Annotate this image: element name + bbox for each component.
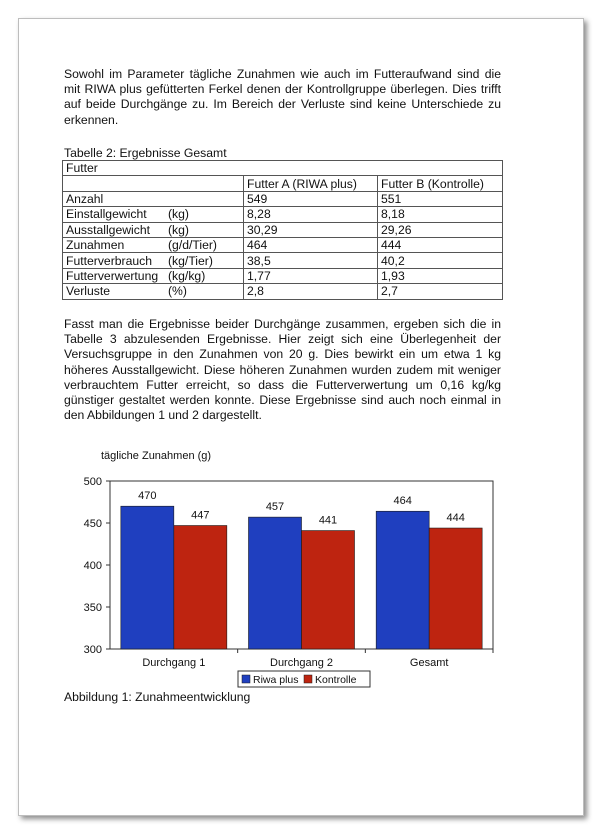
chart-title: tägliche Zunahmen (g)	[101, 450, 212, 462]
legend-swatch	[304, 675, 312, 683]
table-cell-parameter	[63, 268, 244, 283]
table-cell-parameter	[63, 207, 244, 222]
paragraph-summary: Fasst man die Ergebnisse beider Durchgänge zusammen, ergeben sich die in Tabelle 3 abzulesenden Ergebnisse. Hier zeigt sich eine Überlegenheit der Versuchsgruppe in den Zunahmen von 20 g. Dies bewirkt ein um etwa 1 kg höheres Ausstallgewicht. Diese höheren Zunahmen wurden zudem mit weniger verbrauchtem Futter erreicht, so dass die Futterverwertung um 0,16 kg/kg günstiger gestaltet werden konnte. Diese Ergebnisse sind auch noch einmal in den Abbildungen 1 und 2 dargestellt.	[64, 317, 501, 423]
parameter-label: Verluste	[66, 284, 111, 299]
legend-swatch	[242, 675, 250, 683]
table-header-col-a: Futter A (RIWA plus)	[244, 176, 378, 191]
parameter-unit: (%)	[168, 284, 187, 299]
table-cell-parameter	[63, 191, 244, 206]
bar	[376, 511, 429, 649]
data-label: 464	[393, 495, 412, 508]
parameter-label: Futterverwertung	[66, 268, 159, 283]
table-row	[63, 268, 503, 283]
y-tick-label: 300	[83, 644, 102, 656]
table-cell-b: 551	[378, 191, 503, 206]
table-row	[63, 191, 503, 206]
table-caption: Tabelle 2: Ergebnisse Gesamt	[64, 146, 227, 160]
table-cell-a: 549	[244, 191, 378, 206]
bar	[121, 506, 174, 649]
parameter-unit: (kg)	[168, 222, 189, 237]
table-cell-b: 29,26	[378, 222, 503, 237]
table-row	[63, 253, 503, 268]
table-cell-parameter	[63, 237, 244, 252]
table-group-header-row	[63, 161, 503, 176]
y-tick-label: 500	[83, 476, 102, 488]
table-cell-b: 444	[378, 237, 503, 252]
table-group-header: Futter	[63, 161, 503, 176]
table-row	[63, 207, 503, 222]
parameter-label: Futterverbrauch	[66, 253, 153, 268]
x-tick-label: Durchgang 2	[270, 657, 333, 669]
bar	[174, 526, 227, 649]
table-column-header-row	[63, 176, 503, 191]
parameter-unit: (kg/kg)	[168, 268, 206, 283]
y-tick-label: 450	[83, 518, 102, 530]
bar	[249, 517, 302, 649]
table-cell-a: 464	[244, 237, 378, 252]
table-cell-a: 2,8	[244, 284, 378, 299]
y-tick-label: 400	[83, 560, 102, 572]
table-cell-parameter	[63, 222, 244, 237]
bar-chart	[40, 458, 510, 694]
table-header-empty	[63, 176, 244, 191]
table-cell-a: 38,5	[244, 253, 378, 268]
table-cell-a: 1,77	[244, 268, 378, 283]
y-tick-label: 350	[83, 602, 102, 614]
table-header-col-b: Futter B (Kontrolle)	[378, 176, 503, 191]
table-cell-b: 8,18	[378, 207, 503, 222]
table-cell-a: 30,29	[244, 222, 378, 237]
table-cell-a: 8,28	[244, 207, 378, 222]
data-label: 447	[191, 509, 210, 522]
bar	[302, 531, 355, 649]
parameter-unit: (kg/Tier)	[168, 253, 213, 268]
paragraph-intro: Sowohl im Parameter tägliche Zunahmen wie auch im Futteraufwand sind die mit RIWA plus gefütterten Ferkel denen der Kontrollgruppe überlegen. Dies trifft auf beide Durchgänge zu. Im Bereich der Verluste sind keine Unterschiede zu erkennen.	[64, 67, 501, 127]
figure-caption: Abbildung 1: Zunahmeentwicklung	[64, 690, 251, 704]
x-tick-label: Gesamt	[409, 657, 449, 669]
x-tick-label: Durchgang 1	[142, 657, 206, 669]
table-row	[63, 237, 503, 252]
data-label: 441	[318, 514, 338, 527]
parameter-label: Einstallgewicht	[66, 207, 147, 222]
bar	[429, 528, 482, 649]
table-cell-b: 2,7	[378, 284, 503, 299]
data-label: 470	[138, 490, 157, 503]
parameter-label: Ausstallgewicht	[66, 222, 150, 237]
table-cell-b: 1,93	[378, 268, 503, 283]
legend-label: Riwa plus	[253, 674, 299, 686]
table-row	[63, 222, 503, 237]
table-cell-b: 40,2	[378, 253, 503, 268]
table-cell-parameter	[63, 253, 244, 268]
table-row	[63, 284, 503, 299]
table-cell-parameter	[63, 284, 244, 299]
results-table	[62, 160, 503, 300]
parameter-label: Zunahmen	[66, 238, 125, 253]
data-label: 444	[446, 512, 465, 525]
parameter-label: Anzahl	[66, 191, 104, 206]
parameter-unit: (g/d/Tier)	[168, 238, 217, 253]
data-label: 457	[265, 501, 285, 514]
parameter-unit: (kg)	[168, 207, 189, 222]
legend-label: Kontrolle	[315, 674, 357, 686]
